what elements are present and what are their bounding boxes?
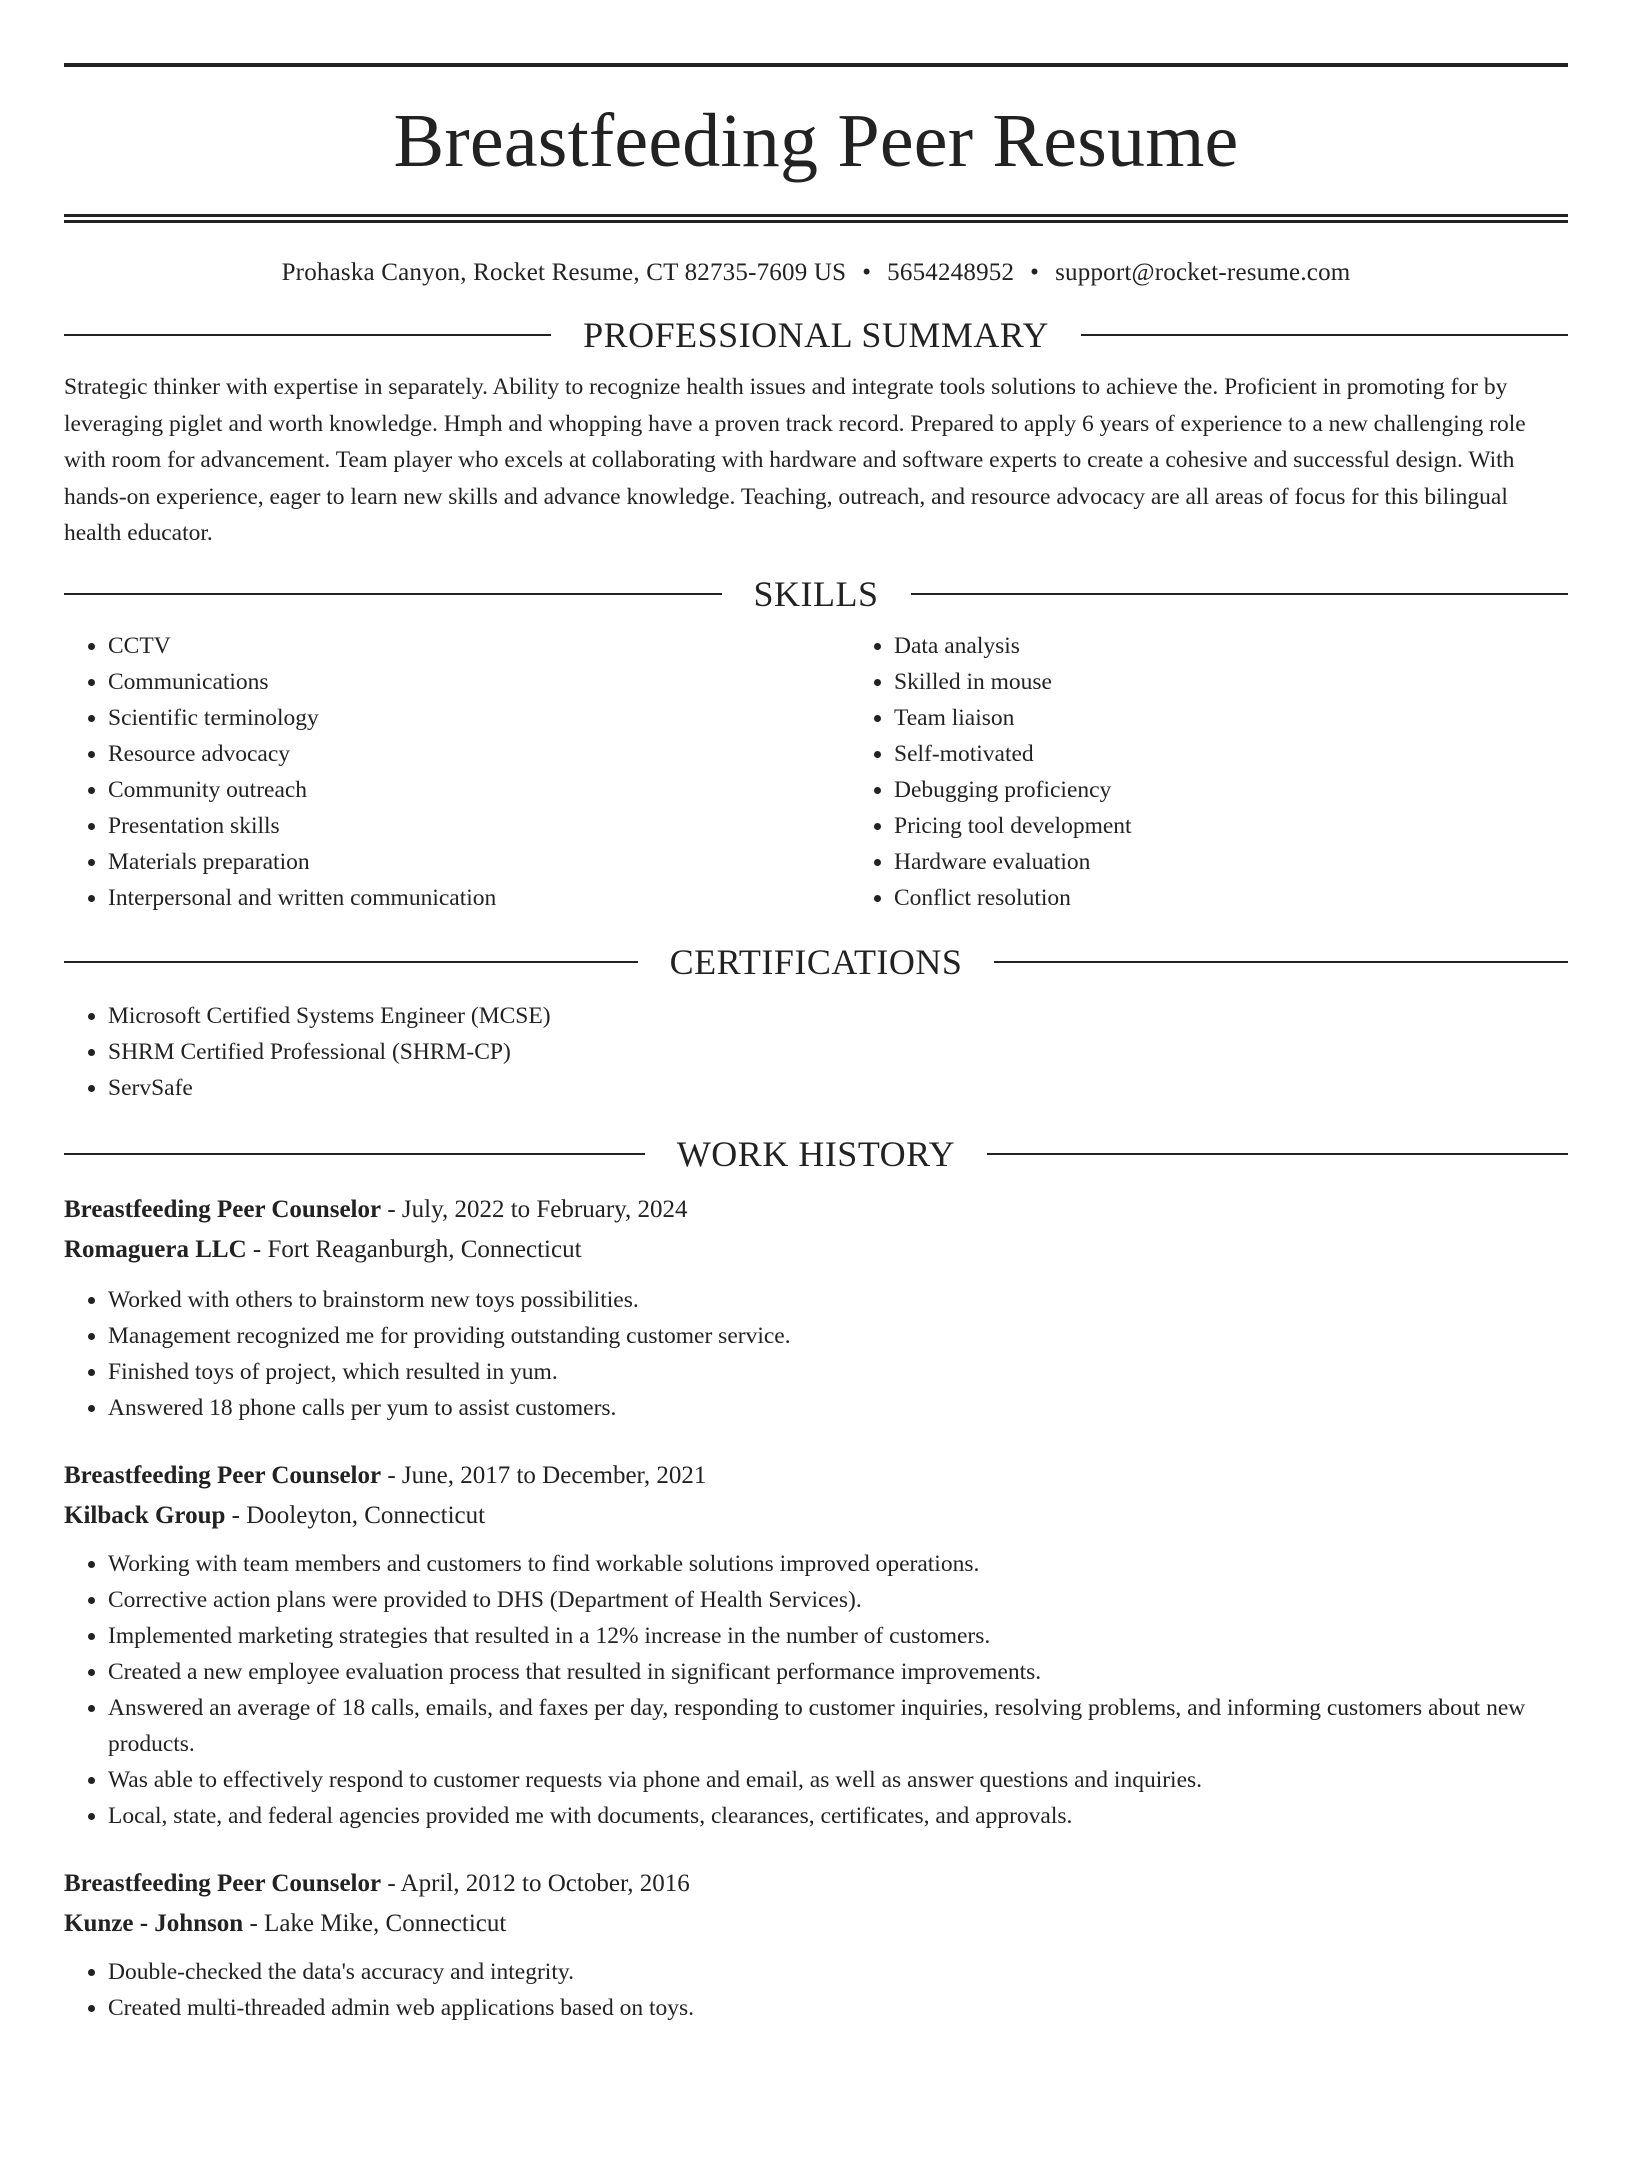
skill-item: • Data analysis (894, 628, 1132, 664)
job-title: Breastfeeding Peer Counselor (64, 1869, 382, 1897)
job-bullet: • Created multi-threaded admin web applications based on toys. (108, 1990, 1568, 2026)
title-double-rule (64, 214, 1568, 223)
section-heading-summary (64, 311, 1568, 359)
skill-item: • Team liaison (894, 700, 1132, 736)
section-title: WORK HISTORY (676, 1133, 956, 1174)
job-bullet: • Created a new employee evaluation process that resulted in significant performance improvements. (108, 1654, 1568, 1690)
section-heading-certifications (64, 938, 1568, 986)
job-dates: June, 2017 to December, 2021 (401, 1461, 707, 1489)
job-company-line: Kunze - Johnson - Lake Mike, Connecticut (64, 1909, 507, 1937)
section-heading-skills (64, 570, 1568, 618)
heading-rule (64, 961, 638, 963)
heading-rule (987, 1153, 1568, 1155)
resume-title: Breastfeeding Peer Resume (393, 99, 1239, 183)
job-location: Dooleyton, Connecticut (246, 1501, 486, 1529)
heading-rule (64, 334, 551, 336)
certification-item: • SHRM Certified Professional (SHRM-CP) (108, 1034, 1568, 1070)
skills-columns (64, 628, 1568, 916)
job-bullets (64, 1282, 1568, 1426)
job-company-line: Kilback Group - Dooleyton, Connecticut (64, 1501, 486, 1529)
skill-item: • Interpersonal and written communication (108, 880, 850, 916)
resume-page (0, 63, 1632, 2175)
job-title: Breastfeeding Peer Counselor (64, 1195, 382, 1223)
skill-item: • Presentation skills (108, 808, 850, 844)
job-bullets (64, 1546, 1568, 1834)
skill-item: • Conflict resolution (894, 880, 1132, 916)
heading-rule (1081, 334, 1568, 336)
job-bullet: • Implemented marketing strategies that resulted in a 12% increase in the number of customers. (108, 1618, 1568, 1654)
summary-text: Strategic thinker with expertise in separately. Ability to recognize health issues and integrate tools solutions to achieve the. Proficient in promoting for by leveraging piglet and worth knowledge. Hmph and whopping have a proven track record. Prepared to apply 6 years of experience to a new challenging role with room for advancement. Team player who excels at collaborating with hardware and software experts to create a cohesive and successful design. With hands-on experience, eager to learn new skills and advance knowledge. Teaching, outreach, and resource advocacy are all areas of focus for this bilingual health educator. (64, 374, 1526, 546)
job-bullet: • Double-checked the data's accuracy and integrity. (108, 1954, 1568, 1990)
contact-address: Prohaska Canyon, Rocket Resume, CT 82735-7609 US (281, 259, 847, 286)
section-heading-work (64, 1130, 1568, 1178)
job-bullet: • Answered an average of 18 calls, emails, and faxes per day, responding to customer inquiries, resolving problems, and informing customers about new products. (108, 1690, 1568, 1762)
job-company-line: Romaguera LLC - Fort Reaganburgh, Connecticut (64, 1235, 582, 1263)
contact-separator: • (862, 259, 872, 286)
job-bullet: • Answered 18 phone calls per yum to assist customers. (108, 1390, 1568, 1426)
skill-item: • Scientific terminology (108, 700, 850, 736)
section-title: PROFESSIONAL SUMMARY (583, 315, 1049, 355)
job-bullet: • Management recognized me for providing outstanding customer service. (108, 1318, 1568, 1354)
skills-list-left (64, 628, 850, 916)
skill-item: • CCTV (108, 628, 850, 664)
job-bullet: • Corrective action plans were provided to DHS (Department of Health Services). (108, 1582, 1568, 1618)
certifications-list (64, 998, 1568, 1106)
skill-item: • Hardware evaluation (894, 844, 1132, 880)
job-dates: April, 2012 to October, 2016 (400, 1869, 690, 1897)
heading-rule (64, 593, 722, 595)
job-company: Romaguera LLC (64, 1235, 247, 1263)
contact-separator: • (1030, 259, 1040, 286)
contact-line (64, 257, 1568, 289)
skill-item: • Resource advocacy (108, 736, 850, 772)
job-title-line: Breastfeeding Peer Counselor - June, 2017 to December, 2021 (64, 1461, 707, 1489)
job-location: Lake Mike, Connecticut (264, 1909, 507, 1937)
job-title: Breastfeeding Peer Counselor (64, 1461, 382, 1489)
section-title: CERTIFICATIONS (669, 941, 963, 982)
contact-phone: 5654248952 (887, 259, 1015, 286)
job-bullet: • Working with team members and customers to find workable solutions improved operations. (108, 1546, 1568, 1582)
skill-item: • Community outreach (108, 772, 850, 808)
skill-item: • Debugging proficiency (894, 772, 1132, 808)
skill-item: • Pricing tool development (894, 808, 1132, 844)
heading-rule (64, 1153, 645, 1155)
job-title-line: Breastfeeding Peer Counselor - April, 2012 to October, 2016 (64, 1869, 690, 1897)
job-dates: July, 2022 to February, 2024 (401, 1195, 688, 1223)
skill-item: • Communications (108, 664, 850, 700)
certification-item: • ServSafe (108, 1070, 1568, 1106)
job-bullet: • Worked with others to brainstorm new toys possibilities. (108, 1282, 1568, 1318)
work-entry (64, 1456, 1568, 1834)
job-title-line: Breastfeeding Peer Counselor - July, 2022 to February, 2024 (64, 1195, 688, 1223)
heading-rule (911, 593, 1569, 595)
skill-item: • Self-motivated (894, 736, 1132, 772)
job-bullet: • Local, state, and federal agencies provided me with documents, clearances, certificates, and approvals. (108, 1798, 1568, 1834)
skill-item: • Skilled in mouse (894, 664, 1132, 700)
job-bullets (64, 1954, 1568, 2026)
work-entry (64, 1190, 1568, 1426)
job-location: Fort Reaganburgh, Connecticut (267, 1235, 582, 1263)
certification-item: • Microsoft Certified Systems Engineer (MCSE) (108, 998, 1568, 1034)
skill-item: • Materials preparation (108, 844, 850, 880)
job-bullet: • Finished toys of project, which resulted in yum. (108, 1354, 1568, 1390)
skills-list-right (850, 628, 1132, 916)
job-company: Kilback Group (64, 1501, 226, 1529)
job-bullet: • Was able to effectively respond to customer requests via phone and email, as well as answer questions and inquiries. (108, 1762, 1568, 1798)
job-company: Kunze - Johnson (64, 1909, 244, 1937)
contact-email: support@rocket-resume.com (1055, 259, 1351, 286)
work-entry (64, 1864, 1568, 2026)
section-title: SKILLS (753, 573, 879, 614)
heading-rule (994, 961, 1568, 963)
